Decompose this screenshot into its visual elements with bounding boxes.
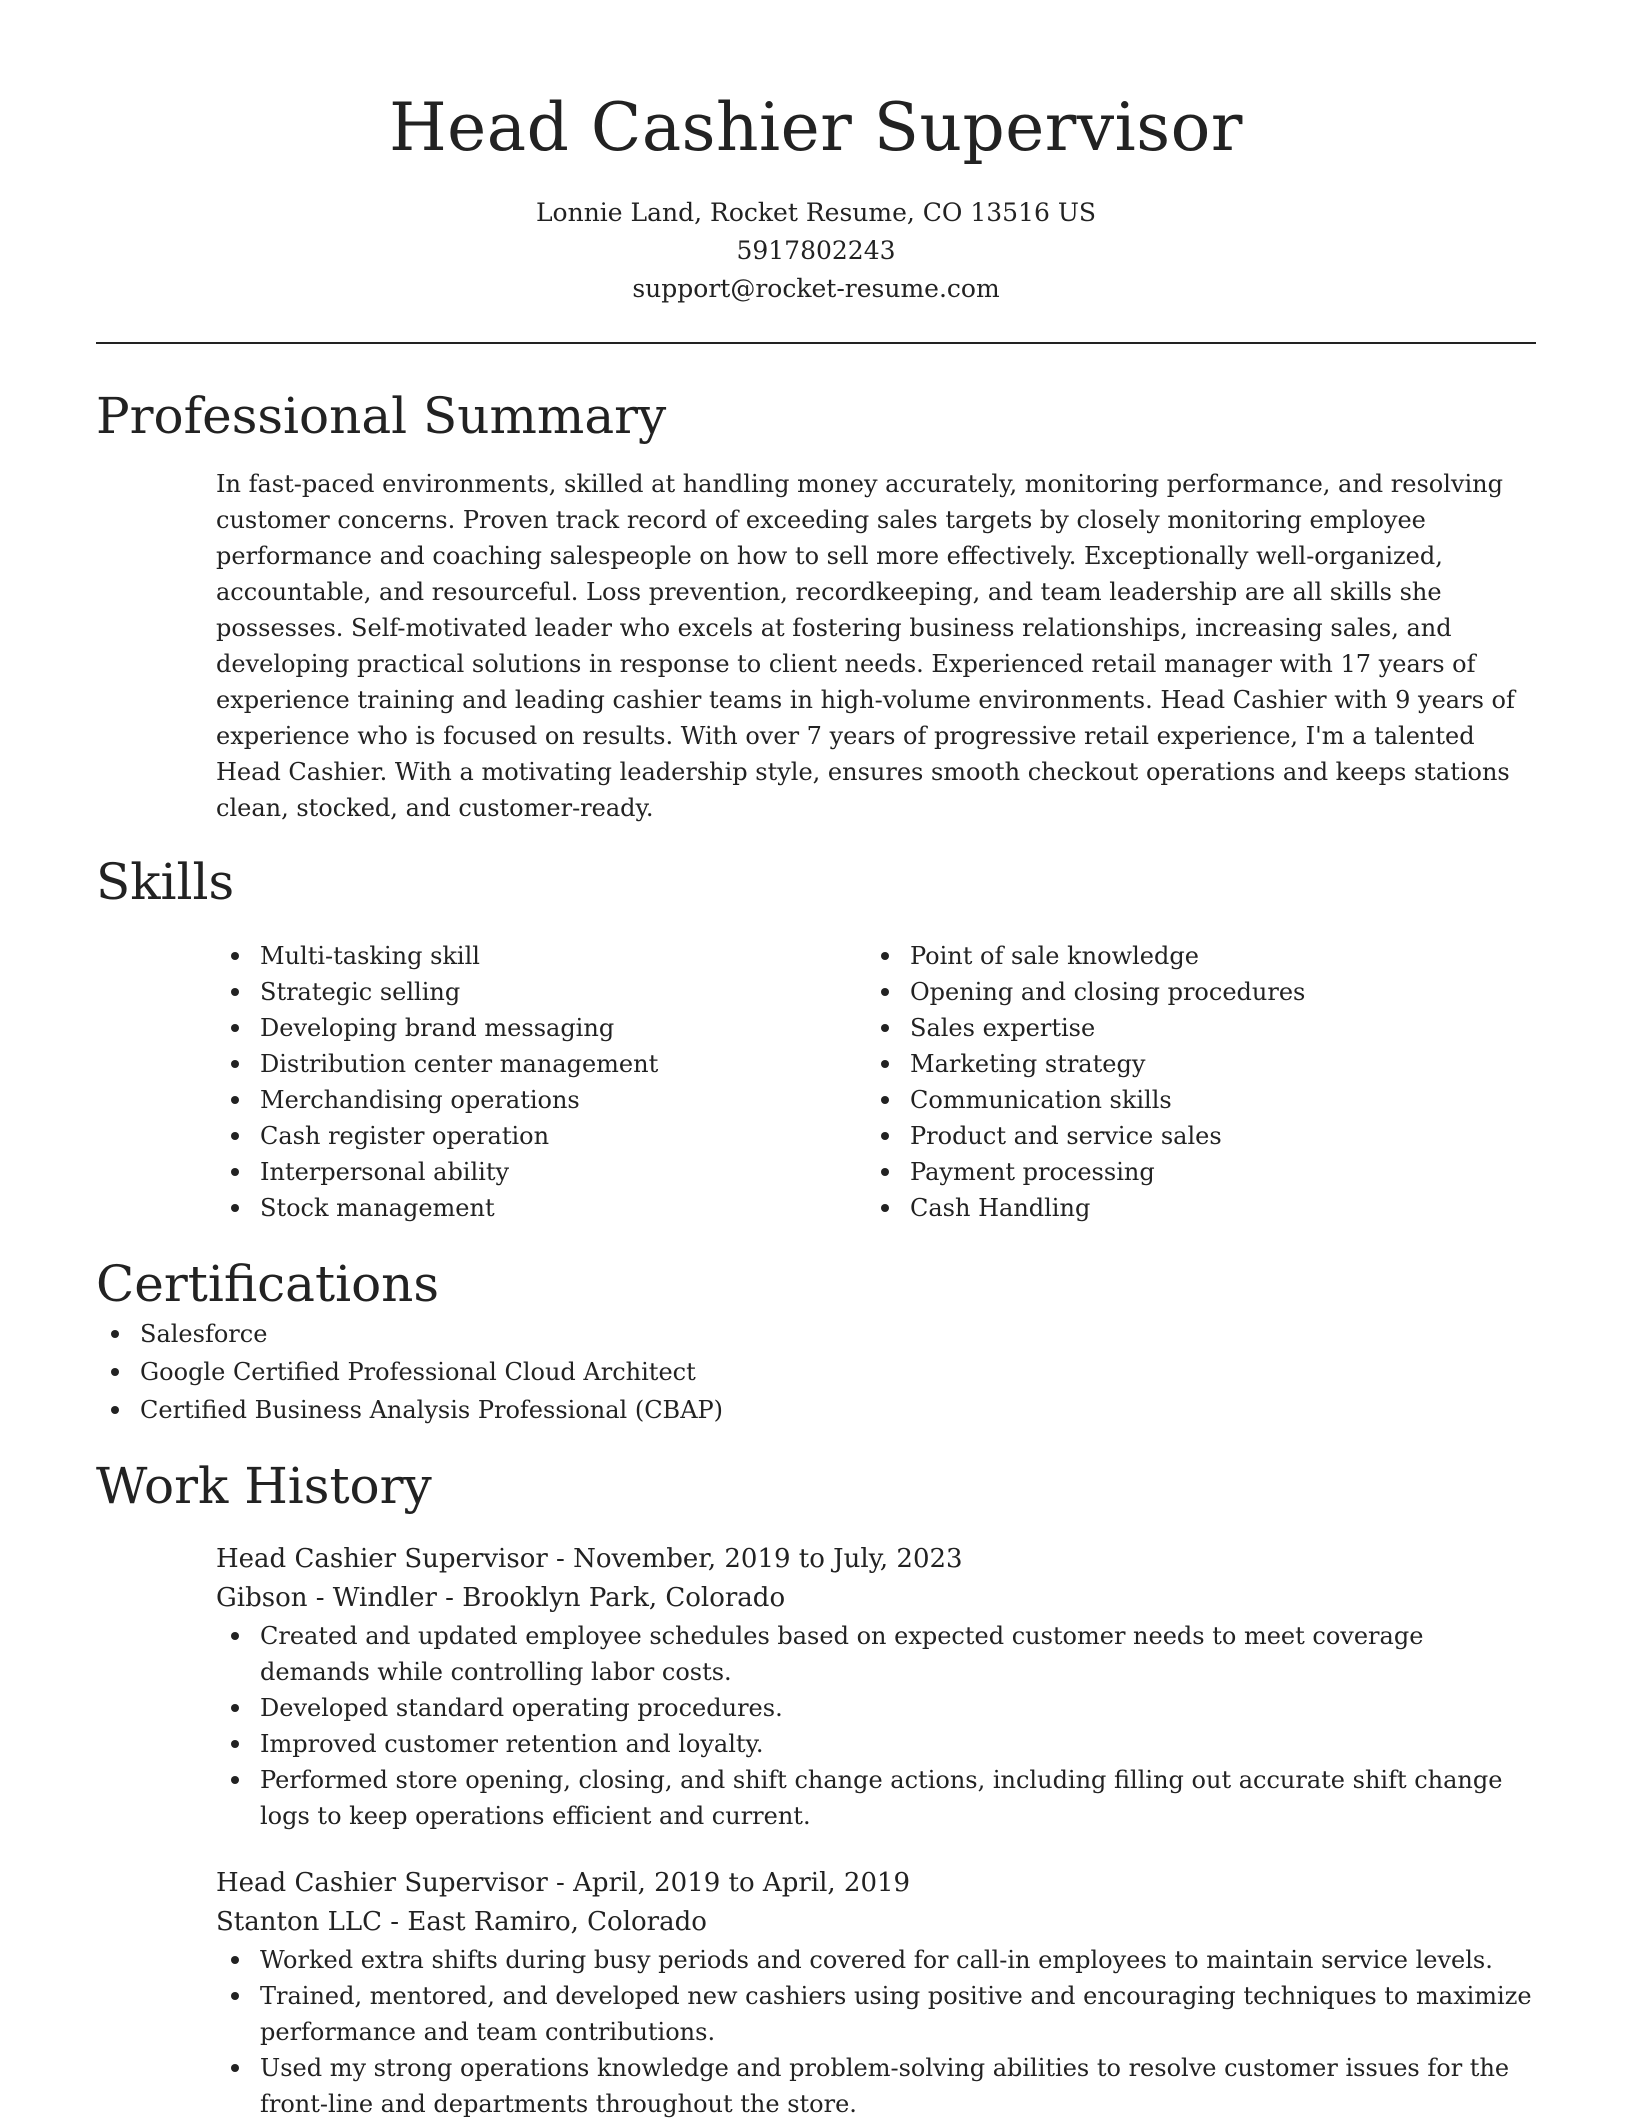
skill-item: Merchandising operations [216,1082,866,1118]
job-dates: - April, 2019 to April, 2019 [547,1868,911,1898]
skill-item: Developing brand messaging [216,1010,866,1046]
skill-item: Sales expertise [866,1010,1516,1046]
job-dates: - November, 2019 to July, 2023 [547,1544,963,1574]
skill-item: Strategic selling [216,974,866,1010]
summary-text: In fast-paced environments, skilled at handling money accurately, monitoring performance, and resolving customer concerns. Proven track record of exceeding sales targets by closely monitoring employee performance and coaching salespeople on how to sell more effectively. Exceptionally well-organized, accountable, and resourceful. Loss prevention, recordkeeping, and team leadership are all skills she possesses. Self-motivated leader who excels at fostering business relationships, increasing sales, and developing practical solutions in response to client needs. Experienced retail manager with 17 years of experience training and leading cashier teams in high-volume environments. Head Cashier with 9 years of experience who is focused on results. With over 7 years of progressive retail experience, I'm a talented Head Cashier. With a motivating leadership style, ensures smooth checkout operations and keeps stations clean, stocked, and customer-ready. [216,470,1515,822]
job-bullet: Performed store opening, closing, and shift change actions, including filling out accurate shift change logs to keep operations efficient and current. [216,1762,1536,1834]
certification-item: Google Certified Professional Cloud Architect [96,1354,1536,1390]
certifications-list [96,1316,1536,1428]
contact-address: Lonnie Land, Rocket Resume, CO 13516 US [535,198,1097,227]
skills-column-left [216,938,866,1226]
skills-column-right [866,938,1516,1226]
skill-item: Marketing strategy [866,1046,1516,1082]
job-company: Gibson - Windler [216,1583,437,1613]
skill-item: Cash Handling [866,1190,1516,1226]
skill-item: Product and service sales [866,1118,1516,1154]
certifications-section [96,1252,1536,1428]
summary-heading: Professional Summary [96,387,667,445]
certification-item: Salesforce [96,1316,1536,1352]
job-bullet: Developed standard operating procedures. [216,1690,1536,1726]
job-location: - East Ramiro, Colorado [382,1907,707,1937]
skill-item: Point of sale knowledge [866,938,1516,974]
job-bullets [216,1942,1536,2122]
contact-phone: 5917802243 [736,236,896,265]
skills-heading: Skills [96,853,235,911]
skill-item: Distribution center management [216,1046,866,1082]
header-divider [96,342,1536,344]
job-bullet: Trained, mentored, and developed new cashiers using positive and encouraging techniques to maximize performance and team contributions. [216,1978,1536,2050]
job-title-line [216,1540,1536,1579]
summary-section [96,384,1536,826]
job-entry [216,1540,1536,1834]
skill-item: Cash register operation [216,1118,866,1154]
job-company-line [216,1903,1536,1942]
resume-title: Head Cashier Supervisor [389,89,1243,166]
job-title-line [216,1864,1536,1903]
certifications-heading: Certifications [96,1255,440,1313]
job-company-line [216,1579,1536,1618]
skills-list-left [216,938,866,1226]
work-history-heading: Work History [96,1457,432,1515]
certification-item: Certified Business Analysis Professional (CBAP) [96,1392,1536,1428]
job-title: Head Cashier Supervisor [216,1544,548,1574]
job-company: Stanton LLC [216,1907,383,1937]
work-history-section [96,1454,1536,2122]
skill-item: Payment processing [866,1154,1516,1190]
job-bullets [216,1618,1536,1834]
skills-section [96,850,1536,1226]
skill-item: Interpersonal ability [216,1154,866,1190]
skills-columns [216,938,1536,1226]
job-bullet: Used my strong operations knowledge and problem-solving abilities to resolve customer issues for the front-line and departments throughout the store. [216,2050,1536,2122]
job-bullet: Improved customer retention and loyalty. [216,1726,1536,1762]
skill-item: Opening and closing procedures [866,974,1516,1010]
skills-list-right [866,938,1516,1226]
contact-email: support@rocket-resume.com [632,274,1000,303]
job-location: - Brooklyn Park, Colorado [436,1583,786,1613]
job-bullet: Created and updated employee schedules based on expected customer needs to meet coverage demands while controlling labor costs. [216,1618,1536,1690]
resume-header [96,0,1536,308]
skill-item: Stock management [216,1190,866,1226]
job-bullet: Worked extra shifts during busy periods and covered for call-in employees to maintain service levels. [216,1942,1536,1978]
skill-item: Multi-tasking skill [216,938,866,974]
contact-block [96,194,1536,308]
job-entry [216,1864,1536,2122]
skill-item: Communication skills [866,1082,1516,1118]
job-title: Head Cashier Supervisor [216,1868,548,1898]
